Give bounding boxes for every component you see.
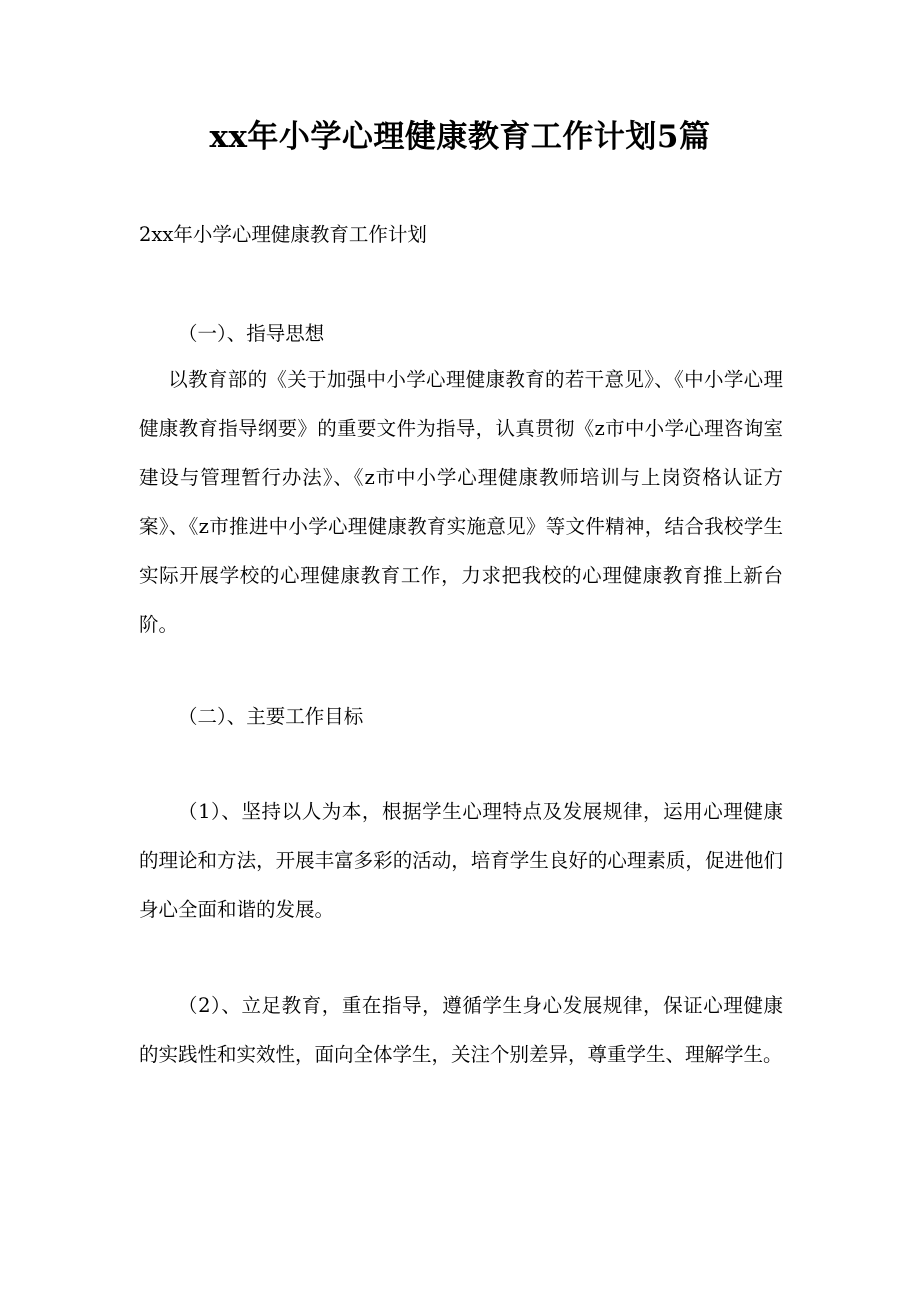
paragraph-guiding-thought: 以教育部的《关于加强中小学心理健康教育的若干意见》、《中小学心理健康教育指导纲要》的重要文件为指导，认真贯彻《z市中小学心理咨询室建设与管理暂行办法》、《z市中小学心理健康教师培训与上岗资格认证方案》、《z市推进中小学心理健康教育实施意见》等文件精神，结合我校学生实际开展学校的心理健康教育工作，力求把我校的心理健康教育推上新台阶。 bbox=[139, 368, 783, 636]
document-subtitle: 2xx年小学心理健康教育工作计划 bbox=[139, 223, 427, 246]
paragraph-goal-2: （2）、立足教育，重在指导，遵循学生身心发展规律，保证心理健康的实践性和实效性，面向全体学生，关注个别差异，尊重学生、理解学生。 bbox=[139, 994, 783, 1066]
paragraph-goal-1: （1）、坚持以人为本，根据学生心理特点及发展规律，运用心理健康的理论和方法，开展丰富多彩的活动，培育学生良好的心理素质，促进他们身心全面和谐的发展。 bbox=[139, 800, 783, 921]
document-title: xx年小学心理健康教育工作计划5篇 bbox=[209, 119, 711, 155]
section-heading-guiding-thought: （一）、指导思想 bbox=[178, 322, 325, 345]
section-heading-main-goals: （二）、主要工作目标 bbox=[178, 705, 364, 728]
